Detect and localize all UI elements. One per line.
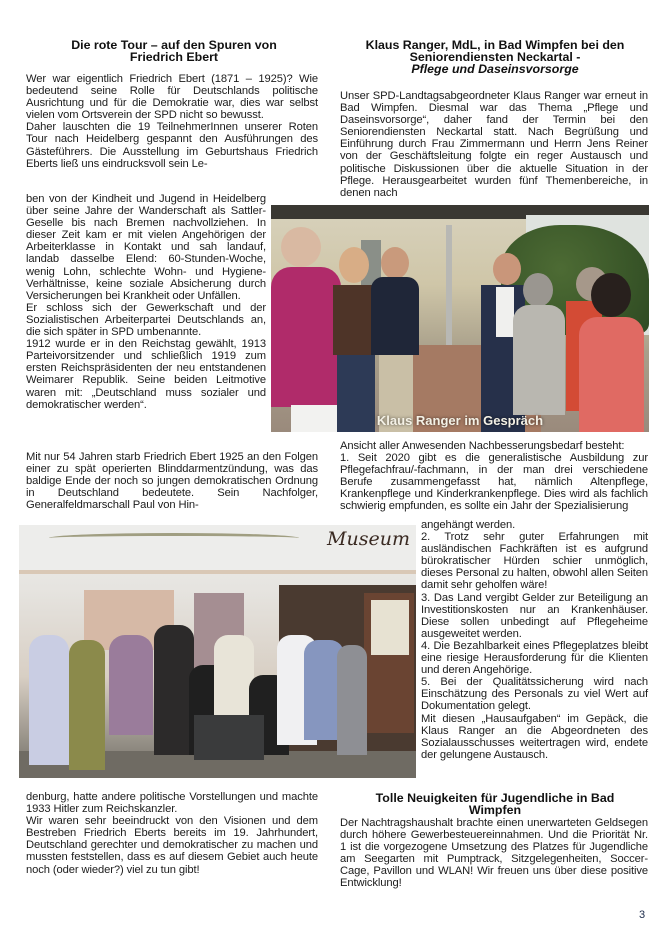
paragraph: Daher lauschten die 19 TeilnehmerInnen unserer Roten Tour nach Heidelberg gespannt den Ausführungen des Gästeführers. Die Ausstellung im Geburtshaus Friedrich Eberts ließ uns eindrucksvoll sein Le- bbox=[26, 121, 318, 170]
list-item: 3. Das Land vergibt Gelder zur Beteiligung an Investitionskosten nur an Krankenhäuser. Diese sollen unbedingt auf Pflegeheime ausgeweitet werden. bbox=[421, 591, 648, 640]
paragraph: Mit nur 54 Jahren starb Friedrich Ebert 1925 an den Folgen einer zu spät operierten Blinddarmentzündung, was das baldige Ende der noch so jungen demokratischen Ordnung in Deutschland bedeutete. Sein Nachfolger, Generalfeldmarschall Paul von Hin- bbox=[26, 451, 318, 512]
article-body-jugend bbox=[340, 817, 648, 890]
paragraph: angehängt werden. bbox=[421, 519, 516, 531]
paragraph: Wer war eigentlich Friedrich Ebert (1871 – 1925)? Wie bedeutend seine Rolle für Deutschlands politische Ausrichtung und für die Demokratie war, dies war selbst vielen vom Ortsverein der SPD nicht so bewusst. bbox=[26, 73, 318, 122]
paragraph: Ansicht aller Anwesenden Nachbesserungsbedarf besteht: bbox=[340, 440, 625, 452]
list-item: 4. Die Bezahlbarkeit eines Pflegeplatzes bleibt eine riesige Herausforderung für die Klienten und deren Angehörige. bbox=[421, 639, 648, 677]
article-title-jugend: Tolle Neuigkeiten für Jugendliche in Bad Wimpfen bbox=[375, 791, 615, 817]
paragraph: Wir waren sehr beeindruckt von den Visionen und dem Bestreben Friedrich Eberts bereits im 19. Jahrhundert, Deutschland gerechter und demokratischer zu machen und mussten feststellen, dass es auf diesem Gebiet auch heute noch (oder wieder?) viel zu tun gibt! bbox=[26, 815, 318, 876]
list-item: 1. Seit 2020 gibt es die generalistische Ausbildung zur Pflegefachfrau/-fachmann, in der man drei verschiedene Berufe zusammengefasst hat, nämlich Altenpflege, Krankenpflege und Kinderkrankenpflege. Dies wird als fachlich schwierig empfunden, es sollte ein Jahr der Spezialisierung bbox=[340, 452, 648, 513]
photo-ranger-conversation bbox=[271, 205, 649, 432]
photo-group-museum bbox=[19, 525, 416, 778]
article-body-ebert-part4 bbox=[26, 791, 318, 876]
paragraph: Der Nachtragshaushalt brachte einen unerwarteten Geldsegen durch höhere Gewerbesteuereinnahmen. Und die Priorität Nr. 1 ist die vorgezogene Umsetzung des Platzes für Jugendliche am Seegarten mit Pumptrack, Sitzgelegenheiten, Soccer-Cage, Pavillon und WLAN! Wir freuen uns über diese positive Entwicklung! bbox=[340, 817, 648, 890]
article-body-ebert-part2 bbox=[26, 193, 266, 411]
paragraph: denburg, hatte andere politische Vorstellungen und machte 1933 Hitler zum Reichskanzler. bbox=[26, 791, 318, 816]
paragraph: ben von der Kindheit und Jugend in Heidelberg über seine Jahre der Wanderschaft als Sattler-Geselle bis nach Bremen nachvollziehen. In dieser Zeit kam er mit vielen Angehörigen der Arbeiterklasse in Kontakt und sah landauf, landab dasselbe Elend: 60-Stunden-Woche, wenig Lohn, schlechte Wohn- und Hygiene-Verhältnisse, keine soziale Absicherung durch Versicherungen bei Krankheit oder Unfällen. bbox=[26, 193, 266, 302]
title-subtitle: Pflege und Daseinsvorsorge bbox=[411, 62, 579, 76]
article-body-ranger-part1 bbox=[340, 90, 648, 199]
page-number: 3 bbox=[639, 909, 646, 921]
article-body-ebert-part1 bbox=[26, 73, 318, 170]
list-item: 2. Trotz sehr guter Erfahrungen mit ausländischen Fachkräften ist es aufgrund bürokratischer Hürden schier unmöglich, dieses Personal zu halten, obwohl allen Seiten damit sehr geholfen wäre! bbox=[421, 531, 648, 592]
paragraph: Unser SPD-Landtagsabgeordneter Klaus Ranger war erneut in Bad Wimpfen. Diesmal war das Thema „Pflege und Daseinsvorsorge“, daher fand der Termin bei den Seniorendiensten Neckartal statt. Nach Begrüßung und Einführung durch Frau Zimmermann und Herrn Jens Reiner von der Geschäftsleitung folgte ein reger Austausch und politische Diskussionen über die aktuelle Situation in der Pflege. Herausgearbeitet wurden fünf Themenbereiche, in denen nach bbox=[340, 90, 648, 199]
title-main: Klaus Ranger, MdL, in Bad Wimpfen bei den Seniorendiensten Neckartal - bbox=[365, 38, 625, 64]
paragraph: 1912 wurde er in den Reichstag gewählt, 1913 Parteivorsitzender und schließlich 1919 zum ersten Reichspräsidenten der neu entstandenen Weimarer Republik. Seine beiden Leitmotive waren mit: „Deutschland muss sozialer und demokratischer werden“. bbox=[26, 338, 266, 411]
paragraph: Er schloss sich der Gewerkschaft und der Sozialistischen Arbeiterpartei Deutschlands an, die sich später in SPD umbenannte. bbox=[26, 301, 266, 339]
article-body-ranger-part2 bbox=[340, 440, 648, 513]
article-body-ranger-part3 bbox=[421, 519, 648, 761]
article-title-ranger bbox=[345, 39, 645, 75]
museum-sign: Museum bbox=[327, 528, 410, 550]
photo-caption: Klaus Ranger im Gespräch bbox=[376, 413, 544, 428]
paragraph: Mit diesen „Hausaufgaben“ im Gepäck, die Klaus Ranger an die Abgeordneten des Sozialausschusses weitertragen wird, endete der gelungene Austausch. bbox=[421, 712, 648, 761]
article-body-ebert-part3 bbox=[26, 451, 318, 511]
article-title-ebert: Die rote Tour – auf den Spuren von Friedrich Ebert bbox=[71, 38, 277, 64]
list-item: 5. Bei der Qualitätssicherung wird nach Einschätzung des Personals zu viel Wert auf Dokumentation gelegt. bbox=[421, 676, 648, 713]
